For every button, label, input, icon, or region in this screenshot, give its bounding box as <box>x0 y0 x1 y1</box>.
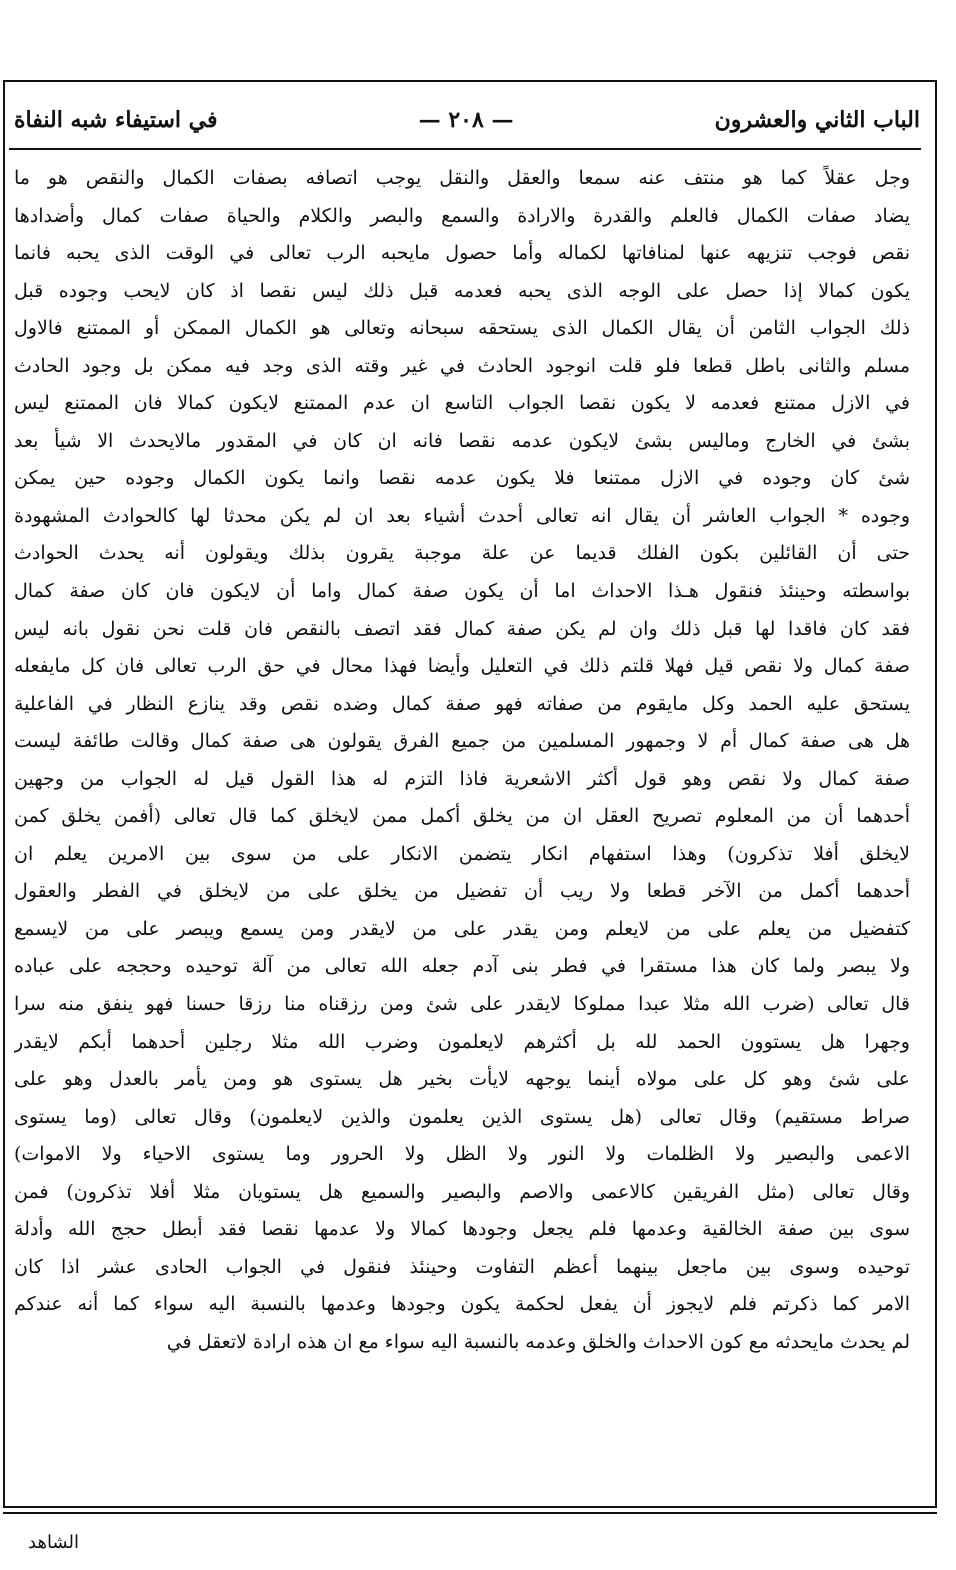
text-line: وجوده * الجواب العاشر أن يقال انه تعالى أحدث أشياء بعد ان لم يكن محدثا لها كالحوادث المشهودة <box>14 504 910 527</box>
text-line: مسلم والثانى باطل قطعا فلو قلت انوجود الحادث في غير وقته الذى وجد فيه ممكن بل وجود الحادث <box>14 354 910 377</box>
text-line: وجل عقلاً كما هو منتف عنه سمعا والعقل والنقل يوجب اتصافه بصفات الكمال والنقص هو ما <box>14 167 910 189</box>
text-line: فقد كان فاقدا لها قبل ذلك وان لم يكن صفة كمال فقد اتصف بالنقص فان قلت نحن نقول بانه ليس <box>14 617 910 640</box>
text-line: صفة كمال ولا نقص وهو قول أكثر الاشعرية فاذا التزم له هذا القول قيل له الجواب من وجهين <box>14 767 910 790</box>
text-line: بشئ في الخارج ومالیس بشئ لايكون عدمه نقصا فانه ان كان في المقدور مالايحدث الا شيأ بعد <box>14 429 910 452</box>
body-text <box>14 160 910 1490</box>
section-title: في استيفاء شبه النفاة <box>14 107 218 133</box>
text-line: في الازل ممتنع فعدمه لا يكون نقصا الجواب التاسع ان عدم الممتنع لايكون كمالا فان الممتنع ليس <box>14 392 910 415</box>
text-line: كتفضيل من يعلم على من لايعلم ومن يقدر على من لايقدر ومن يسمع ويبصر على من لايسمع <box>14 917 910 940</box>
text-line: على شئ وهو كل على مولاه أينما يوجهه لايأت بخير هل يستوى هو ومن يأمر بالعدل وهو على <box>14 1068 910 1091</box>
running-header <box>14 94 920 146</box>
text-line: لم يحدث مايحدثه مع كون الاحداث والخلق وعدمه بالنسبة اليه سواء مع ان هذه ارادة لاتعقل في <box>166 1330 910 1353</box>
text-line: قال تعالى (ضرب الله مثلا عبدا مملوكا لايقدر على شئ ومن رزقناه منا رزقا حسنا فهو ينفق منه سرا <box>14 993 910 1016</box>
text-line: يضاد صفات الكمال فالعلم والقدرة والارادة والسمع والبصر والكلام والحياة صفات كمال وأضدادها <box>14 204 910 227</box>
text-line: هل هى صفة كمال أم لا وجمهور المسلمين من جميع الفرق يقولون هى صفة كمال وقالت طائفة ليست <box>14 730 910 753</box>
text-line: سوى بين صفة الخالقية وعدمها فلم يجعل وجودها كمالا ولا عدمها نقصا فقد أبطل حجج الله وأدلة <box>14 1218 910 1241</box>
text-line: صفة كمال ولا نقص قيل فهلا قلتم ذلك في التعليل وأيضا فهذا محال في حق الرب تعالى فان كل مايفعله <box>14 655 910 678</box>
text-line: الاعمى والبصير ولا الظلمات ولا النور ولا الظل ولا الحرور وما يستوى الاحياء ولا الاموات) <box>14 1143 910 1166</box>
text-line: صراط مستقيم) وقال تعالى (هل يستوى الذين يعلمون والذين لايعلمون) وقال تعالى (وما يستوى <box>14 1105 910 1128</box>
text-line: ولا يبصر ولما كان هذا مستقرا في فطر بنى آدم جعله الله تعالى من آلة توحيده وحججه على عباده <box>14 955 910 978</box>
header-divider <box>9 148 921 150</box>
text-line: الامر كما ذكرتم فلم لايجوز أن يفعل لحكمة يكون وجودها وعدمها بالنسبة اليه سواء كما أنه عندكم <box>14 1293 910 1316</box>
text-line: بواسطته وحينئذ فنقول هـذا الاحداث اما أن يكون صفة كمال واما أن لايكون فان كان صفة كمال <box>14 580 910 603</box>
text-line: وجهرا هل يستوون الحمد لله بل أكثرهم لايعلمون وضرب الله مثلا رجلين أحدهما أبكم لايقدر <box>14 1030 910 1053</box>
text-line: يكون كمالا إذا حصل على الوجه الذى يحبه فعدمه قبل ذلك ليس نقصا اذ كان لايحب وجوده قبل <box>14 279 910 302</box>
text-line: يستحق عليه الحمد وكل مايقوم من صفاته فهو صفة كمال وضده نقص وقد ينازع النظار في الفاعلية <box>14 692 910 715</box>
text-line: نقص فوجب تنزيهه عنها لمنافاتها لكماله وأما حصول مايحبه الرب تعالى في الوقت الذى يحبه فانما <box>14 242 910 265</box>
catchword: الشاهد <box>28 1532 79 1553</box>
chapter-title: الباب الثاني والعشرون <box>714 107 920 133</box>
text-line: أحدهما أن من المعلوم تصريح العقل ان من يخلق أكمل ممن لايخلق كما قال تعالى (أفمن يخلق كمن <box>14 805 910 828</box>
text-line: وقال تعالى (مثل الفريقين كالاعمى والاصم والبصير والسميع هل يستويان مثلا أفلا تذكرون) فمن <box>14 1180 910 1203</box>
text-line: لايخلق أفلا تذكرون) وهذا استفهام انكار يتضمن الانكار على من سوى بين الامرين يعلم ان <box>14 842 910 865</box>
text-line: أحدهما أكمل من الآخر قطعا ولا ريب أن تفضيل من يخلق على من لايخلق في الفطر والعقول <box>14 880 910 903</box>
text-line: شئ كان وجوده في الازل ممتنعا فلا يكون عدمه نقصا وانما يكون الكمال وجوده حين يمكن <box>14 467 910 490</box>
text-line: توحيده وسوى بين ماجعل بينهما أعظم التفاوت وحينئذ فنقول في الجواب الحادى عشر اذا كان <box>14 1255 910 1278</box>
page-number: — ٢٠٨ — <box>418 107 514 133</box>
text-line: حتى أن القائلين بكون الفلك قديما عن علة موجبة يقرون بذلك ويقولون أنه يحدث الحوادث <box>14 542 910 565</box>
footer-divider <box>3 1512 937 1514</box>
text-line: ذلك الجواب الثامن أن يقال الكمال الذى يستحقه سبحانه وتعالى هو الكمال الممكن أو الممتنع فالاول <box>14 317 910 340</box>
